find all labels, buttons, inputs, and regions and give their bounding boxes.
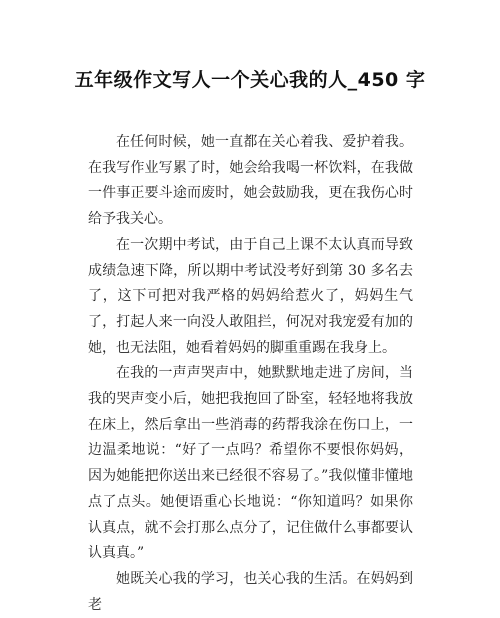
document-title: 五年级作文写人一个关心我的人_450 字: [74, 69, 426, 91]
paragraph: 在我的一声声哭声中，她默默地走进了房间，当我的哭声变小后，她把我抱回了卧室，轻轻地将我放在床上，然后拿出一些消毒的药帮我涂在伤口上，一边温柔地说：“好了一点吗？希望你不要恨你妈妈，因为她能把你送出来已经很不容易了。”我似懂非懂地点了点头。她便语重心长地说：“你知道吗？如果你认真点，就不会打那么点分了，记住做什么事都要认认真真。”: [88, 365, 413, 562]
document-body: [88, 130, 413, 618]
paragraph: 她既关心我的学习，也关心我的生活。在妈妈到老: [88, 570, 413, 613]
paragraph: 在一次期中考试，由于自己上课不太认真而导致成绩急速下降，所以期中考试没考好到第 30 多名去了，这下可把对我严格的妈妈给惹火了，妈妈生气了，打起人来一向没人敢阻拦，何况对我宠爱有加的她，也无法阻，她看着妈妈的脚重重踢在我身上。: [88, 236, 413, 356]
paragraph: 在任何时候，她一直都在关心着我、爱护着我。在我写作业写累了时，她会给我喝一杯饮料，在我做一件事正要斗途而废时，她会鼓励我，更在我伤心时给予我关心。: [88, 134, 413, 228]
